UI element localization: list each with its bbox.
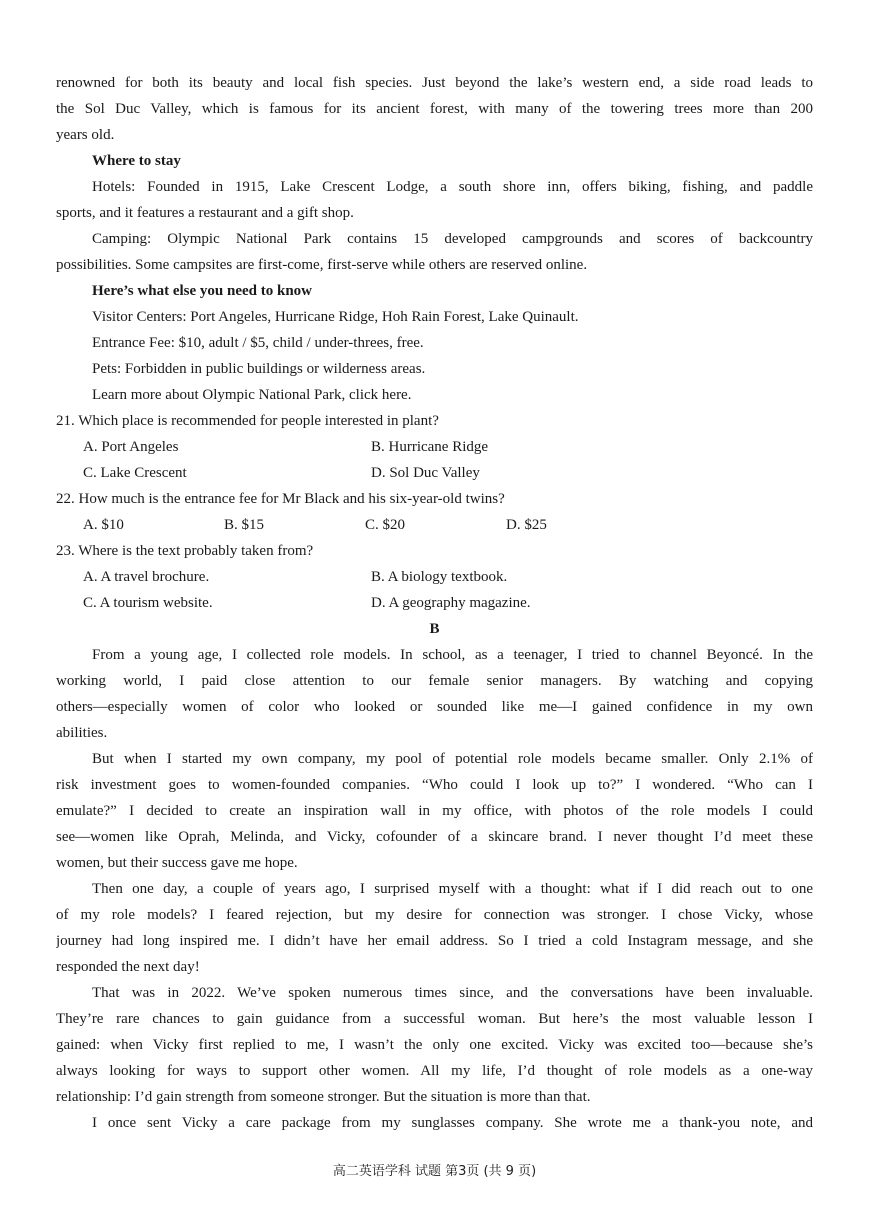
section-b-heading: B — [429, 621, 440, 637]
info-visitor-centers: Visitor Centers: Port Angeles, Hurricane Ridge, Hoh Rain Forest, Lake Quinault. — [92, 309, 579, 325]
text-line: others—especially women of color who looked or sounded like me—I gained confidence in my own — [56, 699, 813, 715]
text-line: the Sol Duc Valley, which is famous for its ancient forest, with many of the towering trees more than 200 — [56, 101, 813, 117]
option: C. Lake Crescent — [83, 465, 187, 481]
text-line: women, but their success gave me hope. — [56, 855, 298, 871]
option: C. $20 — [365, 517, 406, 533]
option: B. Hurricane Ridge — [371, 439, 489, 455]
option: B. A biology textbook. — [371, 569, 508, 585]
text-line: sports, and it features a restaurant and a gift shop. — [56, 205, 354, 221]
text-line: of my role models? I feared rejection, but my desire for connection was stronger. I chose Vicky, whose — [56, 907, 813, 923]
text-line: renowned for both its beauty and local fish species. Just beyond the lake’s western end, a side road leads to — [56, 75, 813, 91]
text-line: relationship: I’d gain strength from someone stronger. But the situation is more than that. — [56, 1089, 591, 1105]
text-line: I once sent Vicky a care package from my sunglasses company. She wrote me a thank-you note, and — [92, 1115, 813, 1131]
option-row — [56, 512, 813, 538]
text-line: Camping: Olympic National Park contains 15 developed campgrounds and scores of backcountry — [92, 231, 813, 247]
text-line: journey had long inspired me. I didn’t have her email address. So I tried a cold Instagram message, and she — [56, 933, 813, 949]
option: A. Port Angeles — [83, 439, 179, 455]
option-row — [56, 460, 813, 486]
text-line: But when I started my own company, my pool of potential role models became smaller. Only 2.1% of — [92, 751, 813, 767]
option-row — [56, 564, 813, 590]
text-line: responded the next day! — [56, 959, 200, 975]
text-line: Then one day, a couple of years ago, I surprised myself with a thought: what if I did reach out to one — [92, 881, 813, 897]
text-line: From a young age, I collected role models. In school, as a teenager, I tried to channel Beyoncé. In the — [92, 647, 813, 663]
text-line: They’re rare chances to gain guidance from a successful woman. But here’s the most valuable lesson I — [56, 1011, 813, 1027]
text-line: That was in 2022. We’ve spoken numerous times since, and the conversations have been invaluable. — [92, 985, 813, 1001]
option: C. A tourism website. — [83, 595, 213, 611]
option-row — [56, 434, 813, 460]
option: D. $25 — [506, 517, 547, 533]
text-line: emulate?” I decided to create an inspiration wall in my office, with photos of the role models I could — [56, 803, 813, 819]
info-pets: Pets: Forbidden in public buildings or wilderness areas. — [92, 361, 426, 377]
text-line: gained: when Vicky first replied to me, I wasn’t the only one excited. Vicky was excited too—because she’s — [56, 1037, 813, 1053]
text-line: years old. — [56, 127, 115, 143]
option: A. A travel brochure. — [83, 569, 210, 585]
option: B. $15 — [224, 517, 265, 533]
question-stem: 23. Where is the text probably taken from? — [56, 543, 314, 559]
info-entrance-fee: Entrance Fee: $10, adult / $5, child / under-threes, free. — [92, 335, 424, 351]
text-line: possibilities. Some campsites are first-come, first-serve while others are reserved online. — [56, 257, 588, 273]
section-heading-where-to-stay: Where to stay — [92, 153, 181, 169]
text-line: abilities. — [56, 725, 108, 741]
question-stem: 21. Which place is recommended for people interested in plant? — [56, 413, 439, 429]
option: D. A geography magazine. — [371, 595, 531, 611]
option: D. Sol Duc Valley — [371, 465, 480, 481]
option: A. $10 — [83, 517, 124, 533]
page-footer: 高二英语学科 试题 第3页 (共 9 页) — [332, 1164, 537, 1179]
info-learn-more: Learn more about Olympic National Park, click here. — [92, 387, 412, 403]
text-line: always looking for ways to support other women. All my life, I’d thought of role models as a one-way — [56, 1063, 813, 1079]
text-line: Hotels: Founded in 1915, Lake Crescent Lodge, a south shore inn, offers biking, fishing, and paddle — [92, 179, 813, 195]
exam-page — [56, 70, 813, 1136]
question-stem: 22. How much is the entrance fee for Mr Black and his six-year-old twins? — [56, 491, 505, 507]
option-row — [56, 590, 813, 616]
text-line: risk investment goes to women-founded companies. “Who could I look up to?” I wondered. “Who can I — [56, 777, 813, 793]
section-heading-know: Here’s what else you need to know — [92, 283, 312, 299]
text-line: working world, I paid close attention to our female senior managers. By watching and copying — [56, 673, 813, 689]
text-line: see—women like Oprah, Melinda, and Vicky, cofounder of a skincare brand. I never thought I’d meet these — [56, 829, 813, 845]
